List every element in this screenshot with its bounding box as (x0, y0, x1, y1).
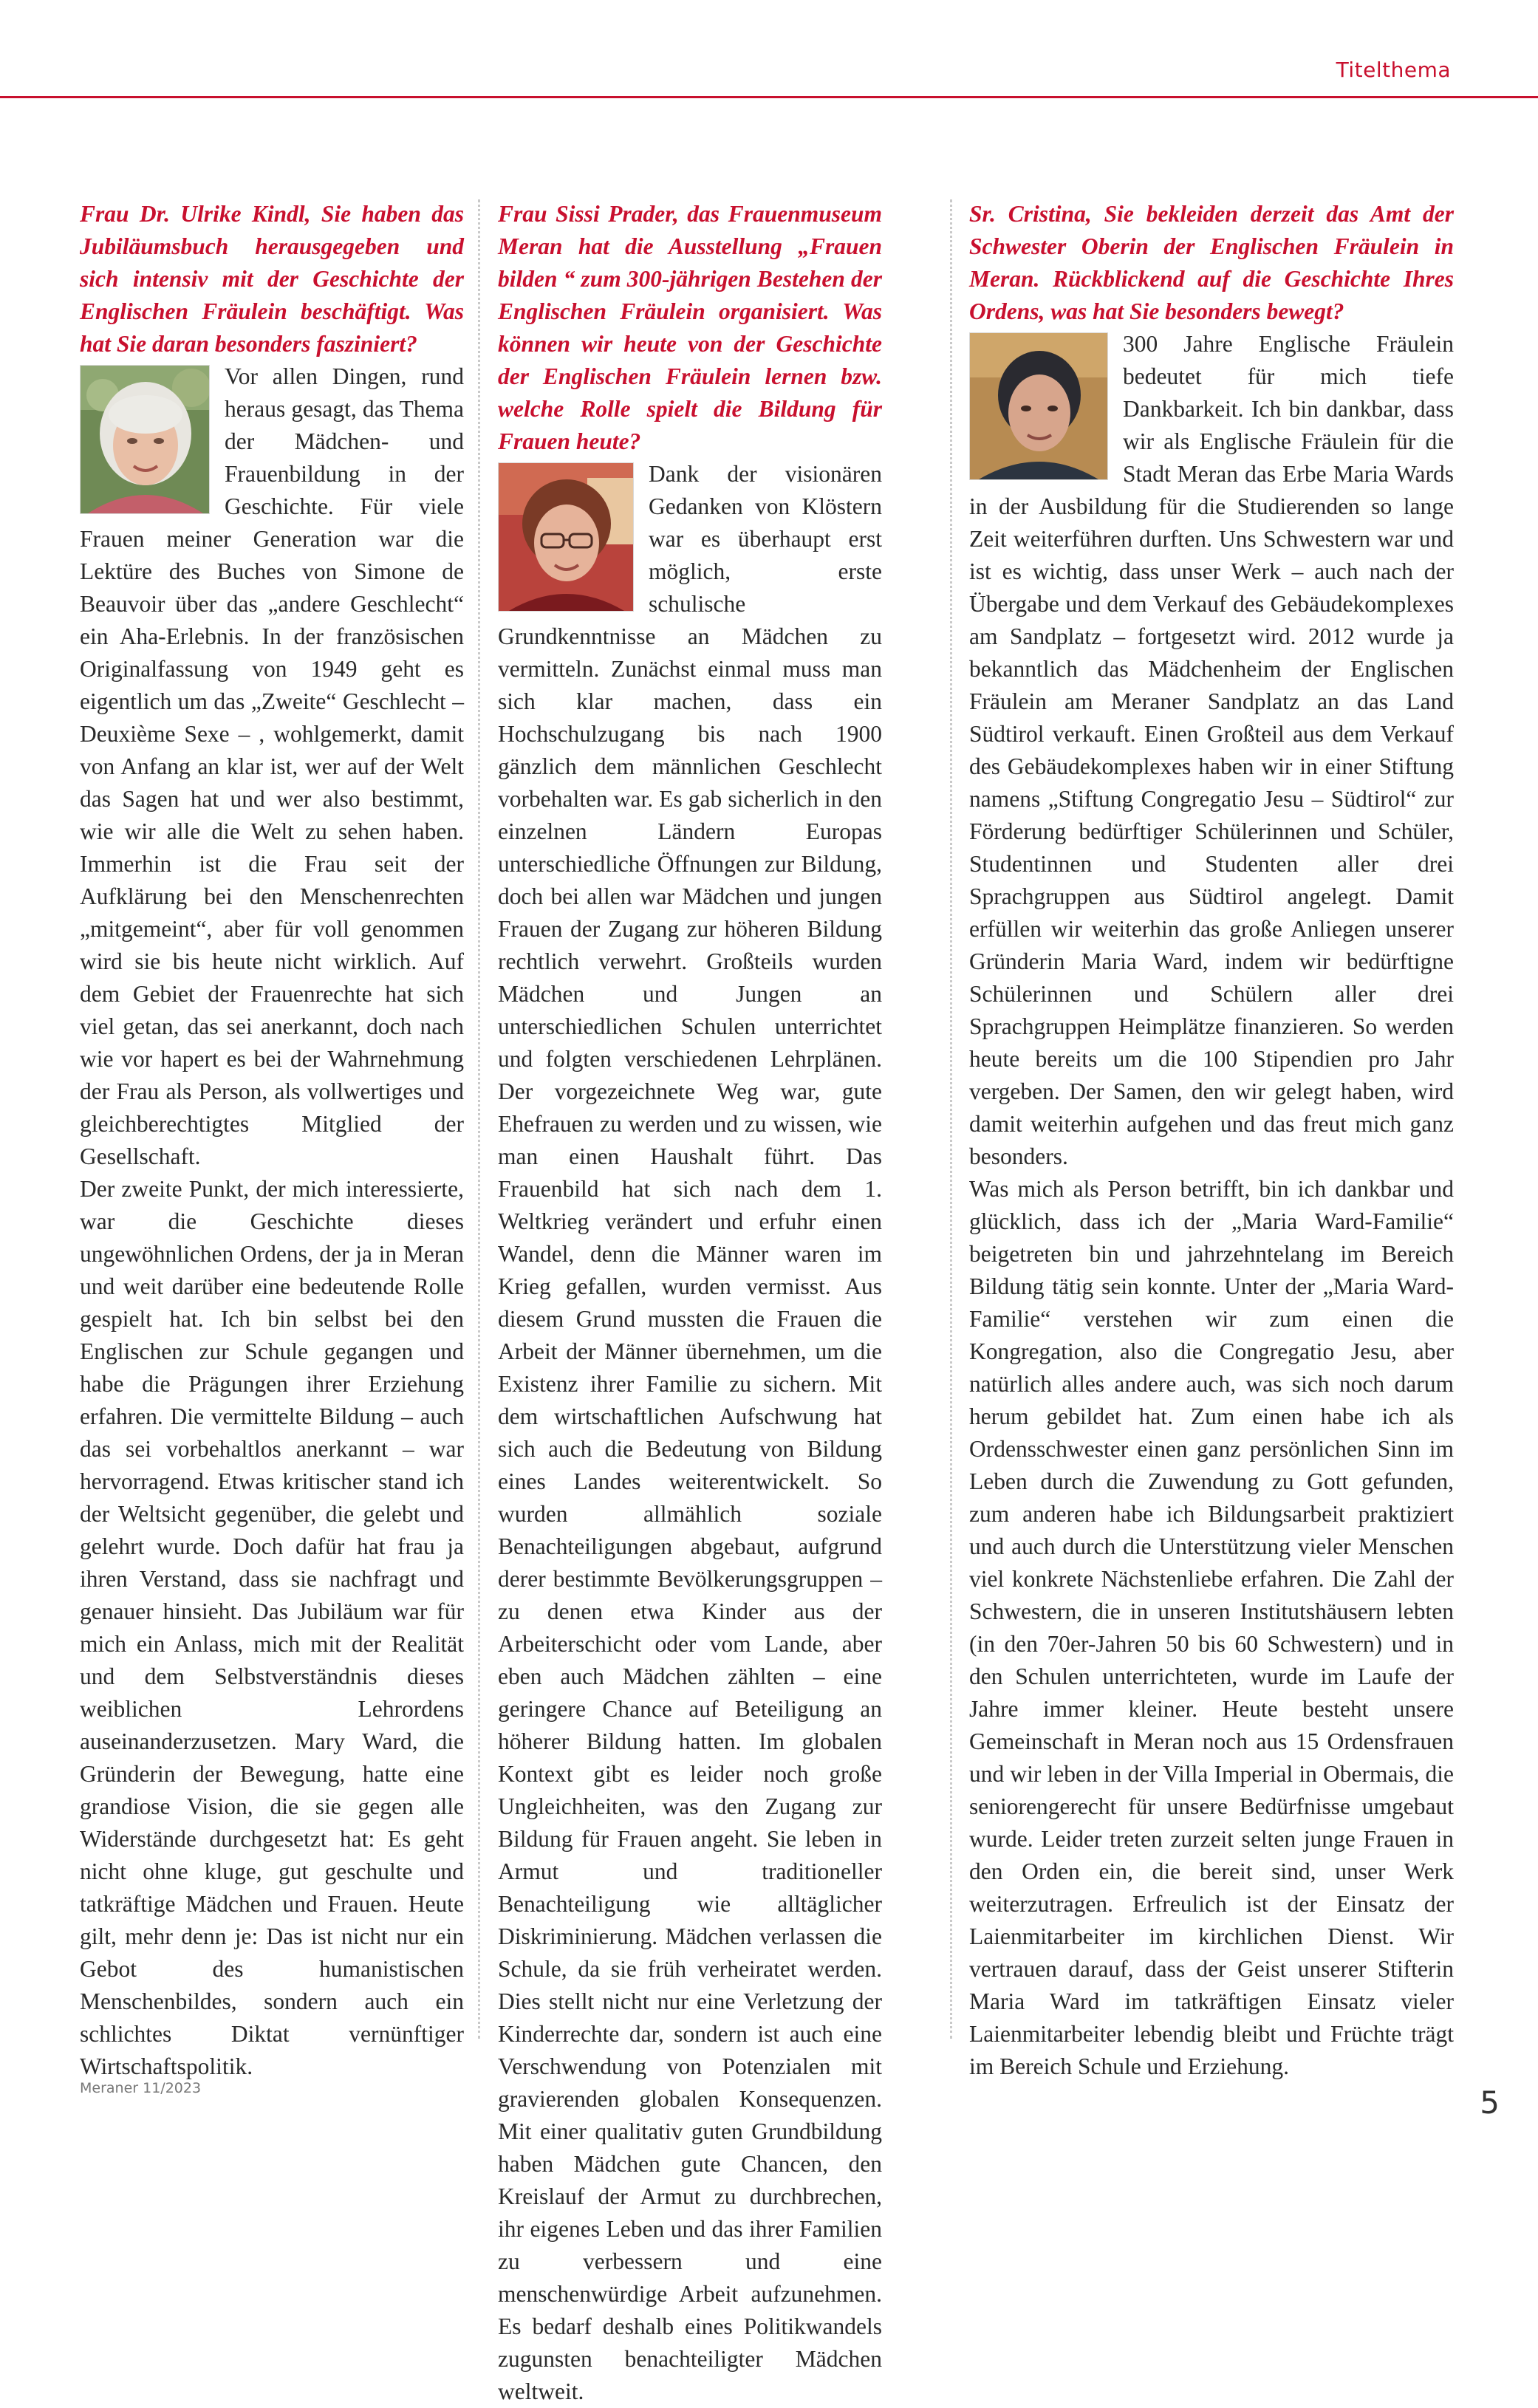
interview-question: Sr. Cristina, Sie bekleiden derzeit das Amt der Schwester Oberin der Englischen Fräulein in Meran. Rückblickend auf die Geschichte Ihres Ordens, was hat Sie besonders bewegt? (969, 201, 1454, 324)
interview-column-kindl (80, 198, 464, 2083)
interview-answer: 300 Jahre Englische Fräulein bedeutet für mich tiefe Dankbarkeit. Ich bin dankbar, dass wir als Englische Fräulein für die Stadt Meran das Erbe Maria Wards in der Ausbildung für die Studierenden so lange Zeit weiterführen durften. Uns Schwestern war und ist es wichtig, dass unser Werk – auch nach der Übergabe und dem Verkauf des Gebäudekomplexes am Sandplatz – fortgesetzt wird. 2012 wurde ja bekanntlich das Mädchenheim der Englischen Fräulein am Meraner Sandplatz an das Land Südtirol verkauft. Einen Großteil aus dem Verkauf des Gebäudekomplexes haben wir in einer Stiftung namens „Stiftung Congregatio Jesu – Südtirol“ zur Förderung bedürftiger Schülerinnen und Schüler, Studentinnen und Studenten aller drei Sprachgruppen aus Südtirol angelegt. Damit erfüllen wir weiterhin das große Anliegen unserer Gründerin Maria Ward, indem wir bedürftigne Schülerinnen und Schülern aller drei Sprachgruppen Heimplätze finanzieren. So werden heute bereits um die 100 Stipendien pro Jahr vergeben. Der Samen, den wir gelegt haben, wird damit weiterhin aufgehen und das freut mich ganz besonders. (969, 331, 1454, 1169)
interview-answer: Der zweite Punkt, der mich interessierte, war die Geschichte dieses ungewöhnlichen Ordens, der ja in Meran und weit darüber eine bedeutende Rolle gespielt hat. Ich bin selbst bei den Englischen zur Schule gegangen und habe die Prägungen ihrer Erziehung erfahren. Die vermittelte Bildung – auch das sei vorbehaltlos anerkannt – war hervorragend. Etwas kritischer stand ich der Weltsicht gegenüber, die gelebt und gelehrt wurde. Doch dafür hat frau ja ihren Verstand, dass sie nachfragt und genauer hinsieht. Das Jubiläum war für mich ein Anlass, mich mit der Realität und dem Selbstverständnis dieses weiblichen Lehrordens auseinanderzusetzen. Mary Ward, die Gründerin der Bewegung, hatte eine grandiose Vision, die sie gegen alle Widerstände durchgesetzt hat: Es geht nicht ohne kluge, gut geschulte und tatkräftige Mädchen und Frauen. Heute gilt, mehr denn je: Das ist nicht nur ein Gebot des humanistischen Menschenbildes, sondern auch ein schlichtes Diktat vernünftiger Wirtschaftspolitik. (80, 1176, 464, 2079)
portrait-photo (969, 332, 1108, 480)
footer-issue: Meraner 11/2023 (80, 2080, 202, 2096)
interview-column-prader (498, 198, 882, 2408)
column-divider (478, 199, 480, 2039)
interview-answer: Vor allen Dingen, rund heraus gesagt, das Thema der Mädchen- und Frauenbildung in der Geschichte. Für viele Frauen meiner Generation war die Lektüre des Buches von Simone de Beauvoir über das „andere Geschlecht“ ein Aha-Erlebnis. In der französischen Originalfassung von 1949 geht es eigentlich um das „Zweite“ Geschlecht – Deuxième Sexe – , wohlgemerkt, damit von Anfang an klar ist, wer auf der Welt das Sagen hat und wer also bestimmt, wie wir alle die Welt zu sehen haben. Immerhin ist die Frau seit der Aufklärung bei den Menschenrechten „mitgemeint“, aber für voll genommen wird sie bis heute nicht wirklich. Auf dem Gebiet der Frauenrechte hat sich viel getan, das sei anerkannt, doch nach wie vor hapert es bei der Wahrnehmung der Frau als Person, als vollwertiges und gleichberechtigtes Mitglied der Gesellschaft. (80, 363, 464, 1169)
header-rule (0, 96, 1538, 98)
section-label: Titelthema (1336, 58, 1451, 82)
page-number: 5 (1480, 2084, 1500, 2121)
interview-answer: Dank der visionären Gedanken von Klöstern war es überhaupt erst möglich, erste schulische Grundkenntnisse an Mädchen zu vermitteln. Zunächst einmal muss man sich klar machen, dass ein Hochschulzugang bis nach 1900 gänzlich dem männlichen Geschlecht vorbehalten war. Es gab sicherlich in den einzelnen Ländern Europas unterschiedliche Öffnungen zur Bildung, doch bei allen war Mädchen und jungen Frauen der Zugang zur höheren Bildung rechtlich verwehrt. Großteils wurden Mädchen und Jungen an unterschiedlichen Schulen unterrichtet und folgten verschiedenen Lehrplänen. Der vorgezeichnete Weg war, gute Ehefrauen zu werden und zu wissen, wie man einen Haushalt führt. Das Frauenbild hat sich nach dem 1. Weltkrieg verändert und erfuhr einen Wandel, denn die Männer waren im Krieg gefallen, wurden vermisst. Aus diesem Grund mussten die Frauen die Arbeit der Männer übernehmen, um die Existenz ihrer Familie zu sichern. Mit dem wirtschaftlichen Aufschwung hat sich auch die Bedeutung von Bildung eines Landes weiterentwickelt. So wurden allmählich soziale Benachteiligungen abgebaut, aufgrund derer bestimmte Bevölkerungsgruppen – zu denen etwa Kinder aus der Arbeiterschicht oder vom Lande, aber eben auch Mädchen zählten – eine geringere Chance auf Beteiligung an höherer Bildung hatten. Im globalen Kontext gibt es leider noch große Ungleichheiten, was den Zugang zur Bildung für Frauen angeht. Sie leben in Armut und traditioneller Benachteiligung wie alltäglicher Diskriminierung. Mädchen verlassen die Schule, da sie früh verheiratet werden. Dies stellt nicht nur eine Verletzung der Kinderrechte dar, sondern ist auch eine Verschwendung von Potenzialen mit gravierenden globalen Konsequenzen. Mit einer qualitativ guten Grundbildung haben Mädchen gute Chancen, den Kreislauf der Armut zu durchbrechen, ihr eigenes Leben und das ihrer Familien zu verbessern und eine menschenwürdige Arbeit aufzunehmen. Es bedarf deshalb eines Politikwandels zugunsten benachteiligter Mädchen weltweit. (498, 461, 882, 2404)
interview-question: Frau Dr. Ulrike Kindl, Sie haben das Jubiläumsbuch herausgegeben und sich intensiv mit der Geschichte der Englischen Fräulein beschäftigt. Was hat Sie daran besonders fasziniert? (80, 201, 464, 357)
interview-answer: Was mich als Person betrifft, bin ich dankbar und glücklich, dass ich der „Maria Ward-Familie“ beigetreten bin und jahrzehntelang im Bereich Bildung tätig sein konnte. Unter der „Maria Ward-Familie“ verstehen wir zum einen die Kongregation, also die Congregatio Jesu, aber natürlich alles andere auch, was sich noch darum herum gebildet hat. Zum einen habe ich als Ordensschwester einen ganz persönlichen Sinn im Leben durch die Zuwendung zu Gott gefunden, zum anderen habe ich Bildungsarbeit praktiziert und auch durch die Unterstützung vieler Menschen viel konkrete Nächstenliebe erfahren. Die Zahl der Schwestern, die in unseren Institutshäusern lebten (in den 70er-Jahren 50 bis 60 Schwestern) und in den Schulen unterrichteten, wurde im Laufe der Jahre immer kleiner. Heute besteht unsere Gemeinschaft in Meran noch aus 15 Ordensfrauen und wir leben in der Villa Imperial in Obermais, die seniorengerecht für unsere Bedürfnisse umgebaut wurde. Leider treten zurzeit selten junge Frauen in den Orden ein, die bereit sind, unser Werk weiterzutragen. Erfreulich ist der Einsatz der Laienmitarbeiter im kirchlichen Dienst. Wir vertrauen darauf, dass der Geist unserer Stifterin Maria Ward im tatkräftigen Einsatz vieler Laienmitarbeiter lebendig bleibt und Früchte trägt im Bereich Schule und Erziehung. (969, 1176, 1454, 2079)
interview-column-cristina (969, 198, 1454, 2083)
interview-question: Frau Sissi Prader, das Frauenmuseum Meran hat die Ausstellung „Frauen bilden “ zum 300-jährigen Bestehen der Englischen Fräulein organisiert. Was können wir heute von der Geschichte der Englischen Fräulein lernen bzw. welche Rolle spielt die Bildung für Frauen heute? (498, 201, 882, 454)
portrait-photo (498, 462, 634, 612)
column-divider (950, 199, 952, 2039)
portrait-photo (80, 365, 210, 514)
